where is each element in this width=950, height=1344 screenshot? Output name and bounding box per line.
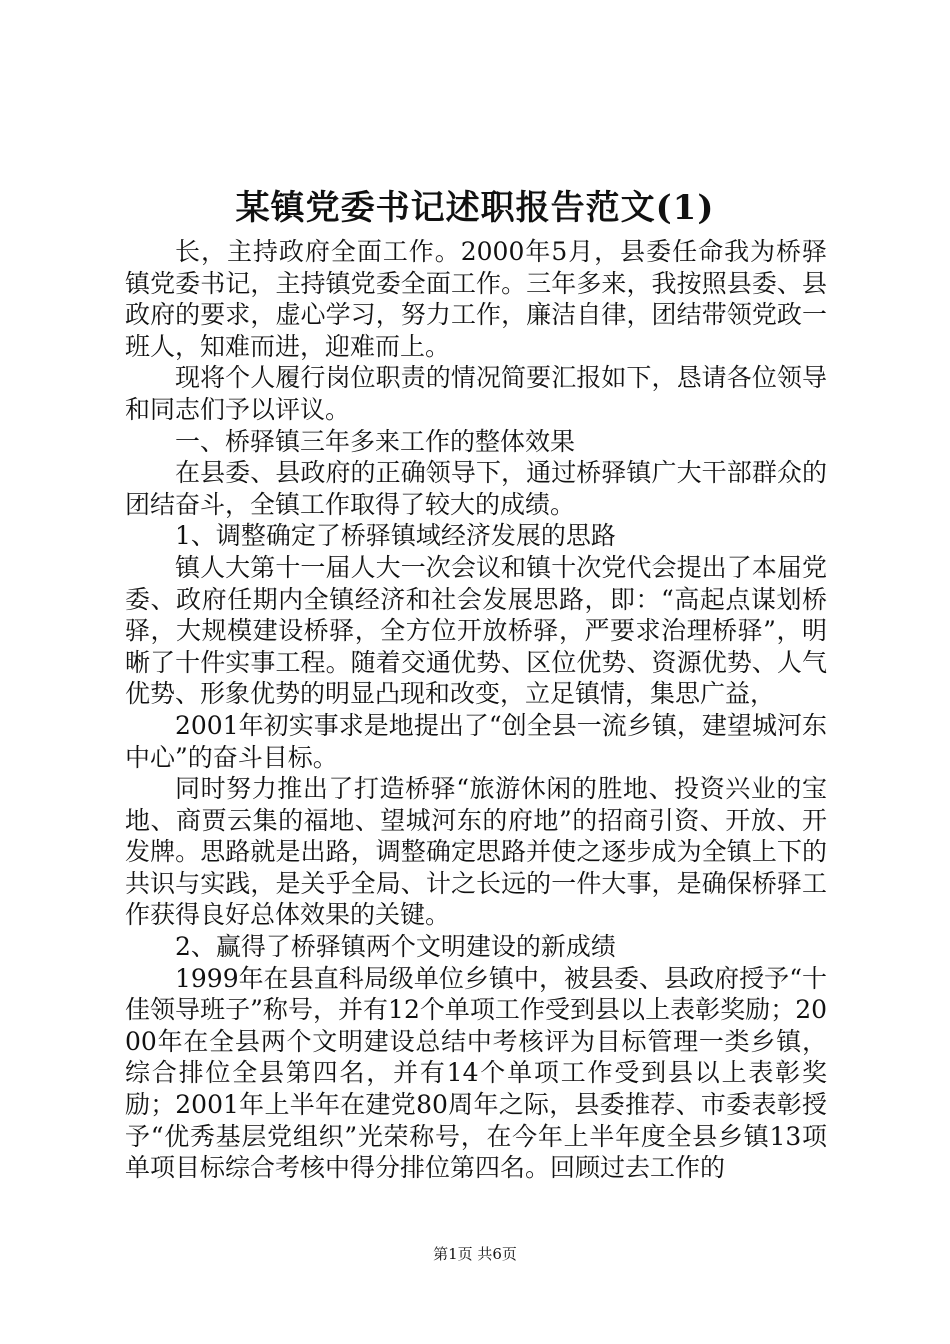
document-title: 某镇党委书记述职报告范文(1) bbox=[235, 188, 715, 228]
paragraph: 同时努力推出了打造桥驿“旅游休闲的胜地、投资兴业的宝地、商贾云集的福地、望城河东的府地”的招商引资、开放、开发牌。思路就是出路，调整确定思路并使之逐步成为全镇上下的共识与实践，是关乎全局、计之长远的一件大事，是确保桥驿工作获得良好总体效果的关键。 bbox=[125, 774, 827, 930]
paragraph: 2001年初实事求是地提出了“创全县一流乡镇，建望城河东中心”的奋斗目标。 bbox=[125, 710, 827, 772]
document-body bbox=[125, 236, 827, 1184]
section-heading: 一、桥驿镇三年多来工作的整体效果 bbox=[175, 426, 576, 456]
paragraph: 长，主持政府全面工作。2000年5月，县委任命我为桥驿镇党委书记，主持镇党委全面工作。三年多来，我按照县委、县政府的要求，虚心学习，努力工作，廉洁自律，团结带领党政一班人，知难而进，迎难而上。 bbox=[125, 237, 827, 361]
paragraph: 现将个人履行岗位职责的情况简要汇报如下，恳请各位领导和同志们予以评议。 bbox=[125, 363, 827, 424]
subsection-heading: 2、赢得了桥驿镇两个文明建设的新成绩 bbox=[175, 932, 616, 962]
subsection-heading: 1、调整确定了桥驿镇域经济发展的思路 bbox=[175, 521, 616, 551]
paragraph: 镇人大第十一届人大一次会议和镇十次党代会提出了本届党委、政府任期内全镇经济和社会发展思路，即：“高起点谋划桥驿，大规模建设桥驿，全方位开放桥驿，严要求治理桥驿”，明晰了十件实事工程。随着交通优势、区位优势、资源优势、人气优势、形象优势的明显凸现和改变，立足镇情，集思广益， bbox=[125, 552, 827, 709]
page-footer: 第1页 共6页 bbox=[433, 1245, 517, 1263]
paragraph: 1999年在县直科局级单位乡镇中，被县委、县政府授予“十佳领导班子”称号，并有12个单项工作受到县以上表彰奖励；2000年在全县两个文明建设总结中考核评为目标管理一类乡镇，综合排位全县第四名，并有14个单项工作受到县以上表彰奖励；2001年上半年在建党80周年之际，县委推荐、市委表彰授予“优秀基层党组织”光荣称号，在今年上半年度全县乡镇13项单项目标综合考核中得分排位第四名。回顾过去工作的 bbox=[125, 963, 827, 1183]
paragraph: 在县委、县政府的正确领导下，通过桥驿镇广大干部群众的团结奋斗，全镇工作取得了较大的成绩。 bbox=[125, 458, 827, 519]
